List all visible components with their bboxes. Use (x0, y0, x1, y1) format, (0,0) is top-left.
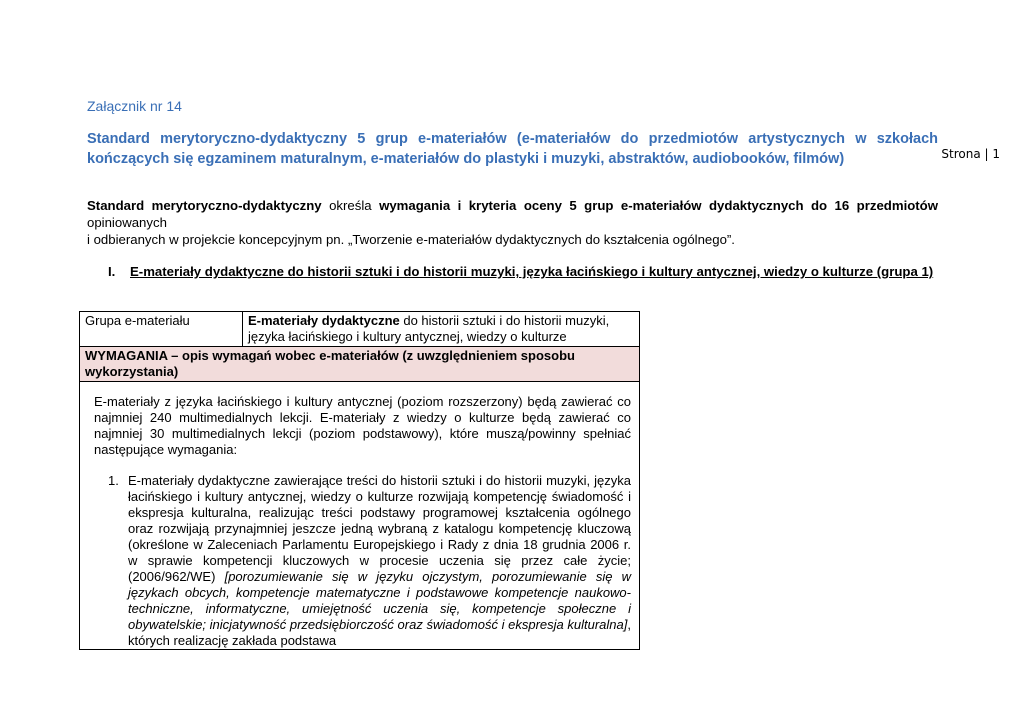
intro-line-2: opiniowanych (87, 215, 167, 230)
annex-label: Załącznik nr 14 (87, 98, 182, 114)
requirements-table (79, 311, 640, 650)
section-number: I. (108, 264, 116, 279)
requirements-paragraph: E-materiały z języka łacińskiego i kultury antycznej (poziom rozszerzony) będą zawierać co najmniej 240 multimedialnych lekcji. E-materiały z wiedzy o kulturze będą zawierać co najmniej 30 multimedialnych lekcji (poziom podstawowy), które muszą/powinny spełniać następujące wymagania: (94, 394, 631, 457)
section-title: E-materiały dydaktyczne do historii sztuki i do historii muzyki, języka łacińskiego i kultury antycznej, wiedzy o kulturze (grupa 1) (130, 264, 934, 279)
group-value-cell (243, 312, 640, 347)
item-number: 1. (108, 473, 119, 488)
intro-text-1: określa (321, 198, 380, 213)
requirements-header-row (80, 347, 640, 382)
group-label-cell: Grupa e-materiału (80, 312, 243, 347)
document-title: Standard merytoryczno-dydaktyczny 5 grup e-materiałów (e-materiałów do przedmiotów artystycznych w szkołach kończących się egzaminem maturalnym, e-materiałów do plastyki i muzyki, abstraktów, audiobooków, filmów) (87, 131, 938, 167)
item-italic-text: [porozumiewanie się w języku ojczystym, porozumiewanie się w językach obcych, kompetencje matematyczne i podstawowe kompetencje naukowo-techniczne, informatyczne, umiejętność uczenia się, kompetencje społeczne i obywatelskie; inicjatywność przedsiębiorczość oraz świadomość i ekspresja kulturalna] (128, 569, 631, 632)
page-number: Strona | 1 (941, 147, 1000, 161)
group-value-text: do historii sztuki i do historii muzyki, języka łacińskiego i kultury antycznej, wiedzy o kulturze (248, 313, 610, 344)
intro-line-3: i odbieranych w projekcie koncepcyjnym pn. „Tworzenie e-materiałów dydaktycznych do kształcenia ogólnego”. (87, 232, 735, 247)
item-text: E-materiały dydaktyczne zawierające treści do historii sztuki i do historii muzyki, języka łacińskiego i kultury antycznej, wiedzy o kulturze rozwijają kompetencję świadomość i ekspresja kulturalna, realizując treści podstawy programowej kształcenia ogólnego oraz rozwijają przynajmniej jeszcze jedną wybraną z katalogu kompetencję kluczową (określone w Zaleceniach Parlamentu Europejskiego i Rady z dnia 18 grudnia 2006 r. w sprawie kompetencji kluczowych w procesie uczenia się przez całe życie; (2006/962/WE) (128, 473, 631, 584)
requirements-body (80, 382, 640, 650)
intro-paragraph (87, 197, 938, 248)
group-value-bold: E-materiały dydaktyczne (248, 313, 400, 328)
requirements-header: WYMAGANIA – opis wymagań wobec e-materiałów (z uwzględnieniem sposobu wykorzystania) (80, 347, 640, 382)
intro-bold-2: wymagania i kryteria oceny 5 grup e-materiałów dydaktycznych do 16 przedmiotów (379, 198, 938, 213)
intro-bold-1: Standard merytoryczno-dydaktyczny (87, 198, 322, 213)
item-tail-text: , których realizację zakłada podstawa (128, 617, 631, 648)
requirements-body-row (80, 382, 640, 650)
group-row (80, 312, 640, 347)
intro-line-1 (87, 197, 938, 214)
requirement-item-1 (94, 473, 631, 649)
